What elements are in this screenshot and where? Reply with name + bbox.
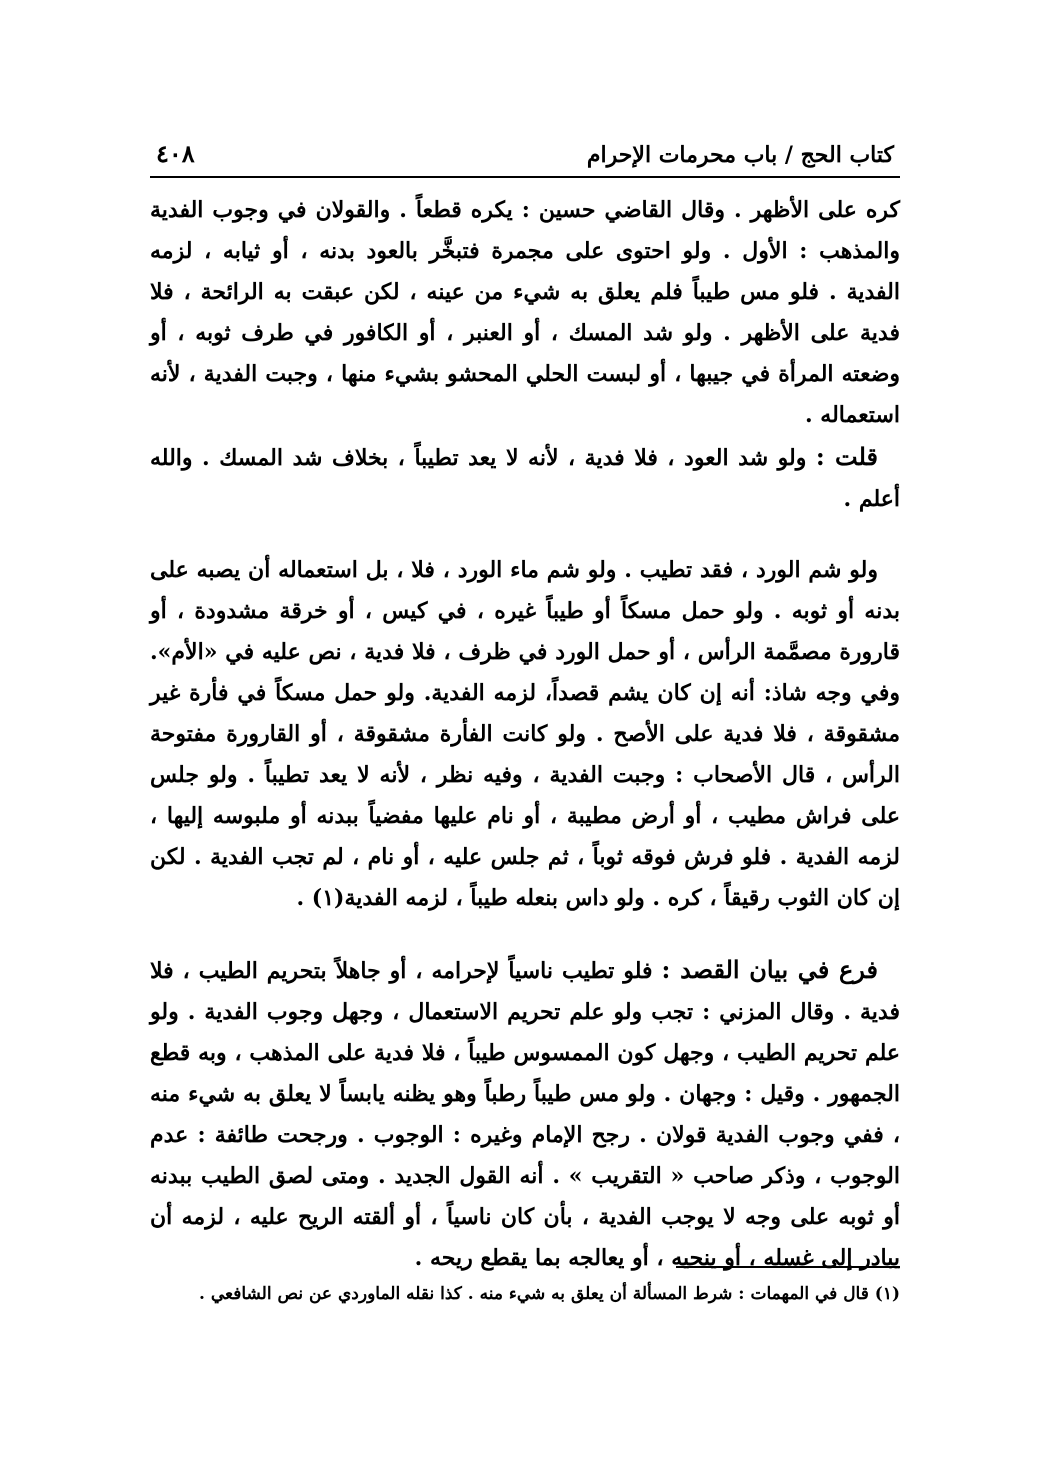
paragraph-1 [150, 190, 900, 436]
section-heading: فرع في بيان القصد : [661, 955, 878, 984]
header-title: كتاب الحج / باب محرمات الإحرام [586, 142, 894, 168]
paragraph-text: ولو شم الورد ، فقد تطيب . ولو شم ماء الورد ، فلا ، بل استعماله أن يصبه على بدنه أو ثوبه . ولو حمل مسكاً أو طيباً غيره ، في كيس ، أو خرقة مشدودة ، أو قارورة مصمَّمة الرأس ، أو حمل الورد في ظرف ، فلا فدية ، نص عليه في «الأم». وفي وجه شاذ: أنه إن كان يشم قصداً، لزمه الفدية. ولو حمل مسكاً في فأرة غير مشقوقة ، فلا فدية على الأصح . ولو كانت الفأرة مشقوقة ، أو القارورة مفتوحة الرأس ، قال الأصحاب : وجبت الفدية ، وفيه نظر ، لأنه لا يعد تطيباً . ولو جلس على فراش مطيب ، أو أرض مطيبة ، أو نام عليها مفضياً ببدنه أو ملبوسه إليها ، لزمه الفدية . فلو فرش فوقه ثوباً ، ثم جلس عليه ، أو نام ، لم تجب الفدية . لكن إن كان الثوب رقيقاً ، كره . ولو داس بنعله طيباً ، لزمه الفدية(١) . [150, 557, 901, 911]
running-header [150, 128, 900, 178]
footnote: (١) قال في المهمات : شرط المسألة أن يعلق به شيء منه . كذا نقله الماوردي عن نص الشافعي . [199, 1284, 900, 1304]
page-number: ٤٠٨ [156, 139, 195, 168]
paragraph-2 [150, 436, 900, 520]
main-text [150, 190, 900, 1279]
paragraph-4 [150, 949, 900, 1279]
footnote-divider [676, 1266, 900, 1268]
paragraph-3 [150, 550, 900, 919]
paragraph-lead: قلت : [815, 442, 878, 471]
paragraph-text: ولو شد العود ، فلا فدية ، لأنه لا يعد تطيباً ، بخلاف شد المسك . والله أعلم . [150, 445, 900, 512]
paragraph-text: كره على الأظهر . وقال القاضي حسين : يكره قطعاً . والقولان في وجوب الفدية والمذهب : الأول . ولو احتوى على مجمرة فتبخَّر بالعود بدنه ، أو ثيابه ، لزمه الفدية . فلو مس طيباً فلم يعلق به شيء من عينه ، لكن عبقت به الرائحة ، فلا فدية على الأظهر . ولو شد المسك ، أو العنبر ، أو الكافور في طرف ثوبه ، أو وضعته المرأة في جيبها ، أو لبست الحلي المحشو بشيء منها ، وجبت الفدية ، لأنه استعماله . [150, 197, 900, 428]
paragraph-text: فلو تطيب ناسياً لإحرامه ، أو جاهلاً بتحريم الطيب ، فلا فدية . وقال المزني : تجب ولو علم تحريم الاستعمال ، وجهل وجوب الفدية . ولو علم تحريم الطيب ، وجهل كون الممسوس طيباً ، فلا فدية على المذهب ، وبه قطع الجمهور . وقيل : وجهان . ولو مس طيباً رطباً وهو يظنه يابساً لا يعلق به شيء منه ، ففي وجوب الفدية قولان . رجح الإمام وغيره : الوجوب . ورجحت طائفة : عدم الوجوب ، وذكر صاحب « التقريب » . أنه القول الجديد . ومتى لصق الطيب ببدنه أو ثوبه على وجه لا يوجب الفدية ، بأن كان ناسياً ، أو ألقته الريح عليه ، لزمه أن يبادر إلى غسله ، أو ينحيه ، أو يعالجه بما يقطع ريحه . [150, 958, 900, 1271]
page [150, 128, 900, 1279]
